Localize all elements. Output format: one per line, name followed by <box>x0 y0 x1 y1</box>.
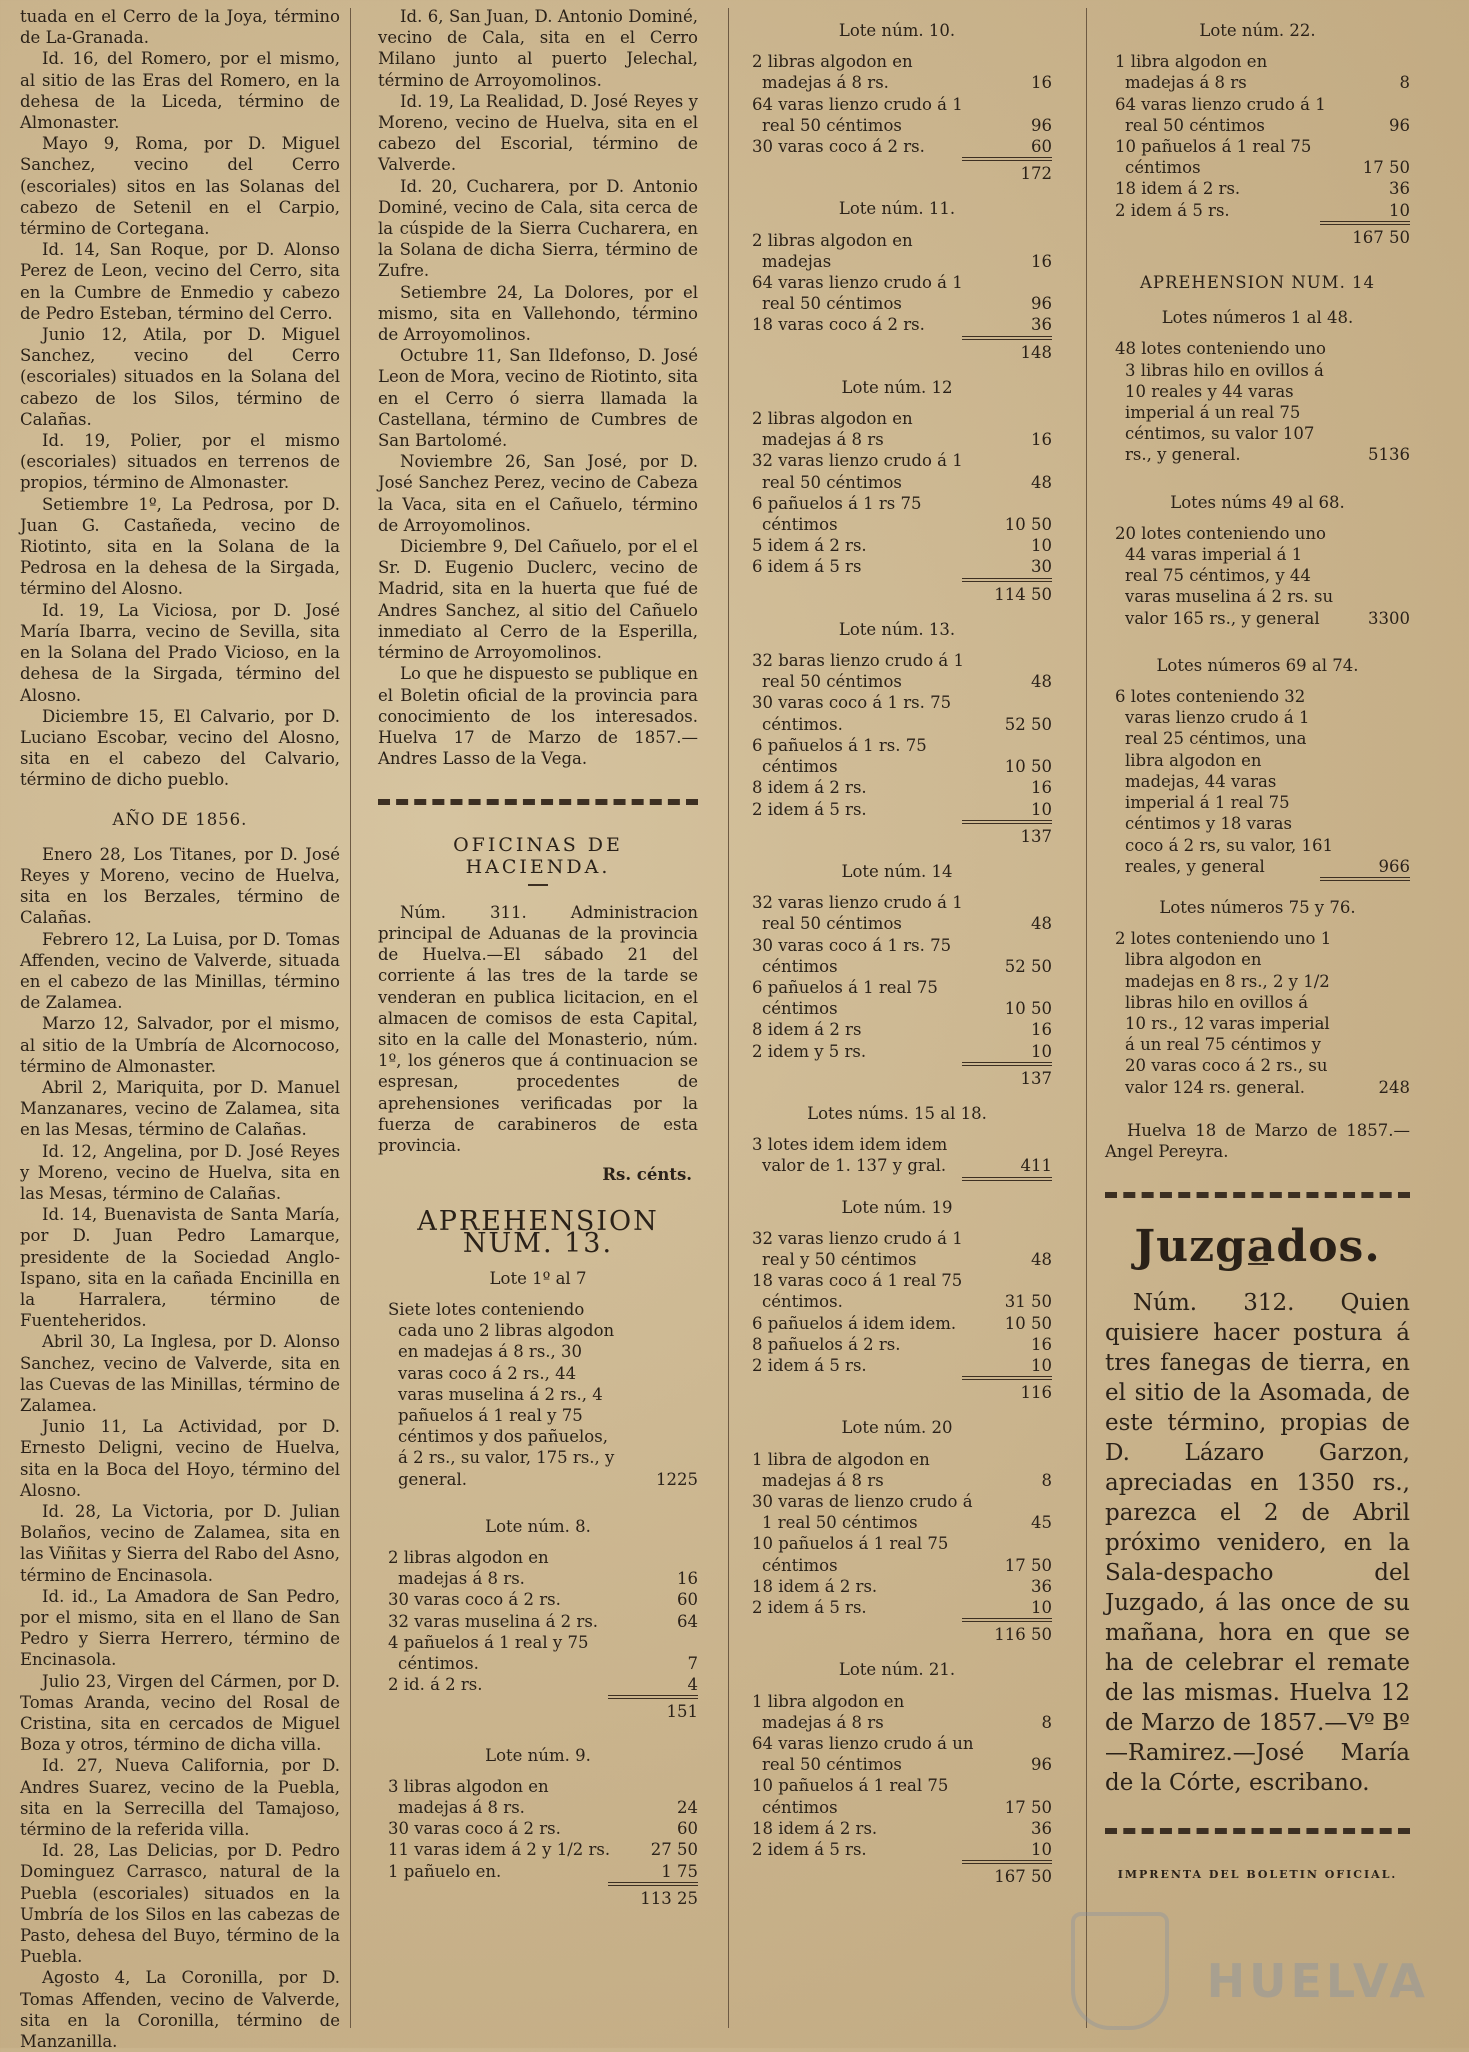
column-4 <box>1105 6 1410 2048</box>
lote-total: 137 <box>962 820 1052 847</box>
lote-block <box>742 408 1052 605</box>
entry: Id. 19, La Viciosa, por D. José María Ibarra, vecino de Sevilla, sita en la Solana del Prado Vicioso, en la dehesa de la Sirgada, término del Alosno. <box>20 600 340 705</box>
huelva-watermark: HUELVA <box>1206 1954 1429 2008</box>
entry: Abril 2, Mariquita, por D. Manuel Manzanares, vecino de Zalamea, sita en las Mesas, término de Calañas. <box>20 1077 340 1140</box>
entry: Agosto 4, La Coronilla, por D. Tomas Affenden, vecino de Valverde, sita en la Coronilla, término de Manzanilla. <box>20 1968 340 2052</box>
lote-total: 114 50 <box>962 578 1052 605</box>
lote-item <box>742 1818 1052 1839</box>
column-1 <box>20 6 340 2052</box>
lote-title: Lotes números 69 al 74. <box>1156 655 1359 675</box>
item-description: 2 idem á 5 rs. <box>752 1840 867 1860</box>
item-description: 18 idem á 2 rs. <box>752 1576 878 1596</box>
lote-total: 148 <box>962 336 1052 363</box>
lote-item <box>742 1355 1052 1376</box>
lote-item <box>378 1589 698 1610</box>
lote-item <box>742 1533 1052 1575</box>
entry: Abril 30, La Inglesa, por D. Alonso Sanchez, vecino de Valverde, sita en las Cuevas de las Minillas, término de Zalamea. <box>20 1332 340 1415</box>
entry: Id. 28, La Victoria, por D. Julian Bolaños, vecino de Zalamea, sita en las Viñitas y Sierra del Rabo del Asno, término de Encinasola. <box>20 1502 340 1585</box>
item-value: 10 50 <box>1004 999 1052 1019</box>
entry: tuada en el Cerro de la Joya, término de La-Granada. <box>20 7 340 48</box>
item-description: 3 libras algodon en madejas á 8 rs. <box>388 1776 549 1818</box>
item-description: 6 pañuelos á 1 rs 75 céntimos <box>752 493 922 535</box>
notice-312: Núm. 312. Quien quisiere hacer postura á tres fanegas de tierra, en el sitio de la Asomada, de este término, propias de D. Lázaro Garzon, apreciadas en 1350 rs., parezca el 2 de Abril próximo venidero, en la Sala-despacho del Juzgado, á las once de su mañana, hora en que se ha de celebrar el remate de las mismas. Huelva 12 de Marzo de 1857.—Vº Bº—Ramirez.—José María de la Córte, escribano. <box>1105 1290 1410 1797</box>
item-description: 6 lotes conteniendo 32 varas lienzo crudo á 1 real 25 céntimos, una libra algodon en madejas, 44 varas imperial á 1 real 75 céntimos y 18 varas coco á 2 rs, su valor, 161 reales, y general <box>1115 687 1334 876</box>
item-value: 30 <box>1031 557 1052 577</box>
item-value: 7 <box>687 1654 698 1674</box>
item-description: 18 idem á 2 rs. <box>1115 179 1241 199</box>
item-value: 10 50 <box>1004 515 1052 535</box>
lote-total: 116 <box>962 1376 1052 1403</box>
item-value: 16 <box>1031 251 1052 271</box>
item-description: 48 lotes conteniendo uno 3 libras hilo en ovillos á 10 reales y 44 varas imperial á un real 75 céntimos, su valor 107 rs., y general. <box>1115 339 1326 465</box>
lote-item <box>1105 200 1410 221</box>
item-value: 31 50 <box>1004 1292 1052 1312</box>
mining-registry-list-1856 <box>20 844 340 2052</box>
lote-item <box>742 1775 1052 1817</box>
item-value: 36 <box>1389 179 1410 199</box>
lote-item <box>378 1674 698 1695</box>
lote-item <box>742 1839 1052 1860</box>
lote-total: 167 50 <box>1320 221 1410 248</box>
entry: Id. 12, Angelina, por D. José Reyes y Moreno, vecino de Huelva, sita en las Mesas, término de Calañas. <box>20 1141 340 1203</box>
item-value: 8 <box>1041 1712 1052 1732</box>
lote-total: 172 <box>962 157 1052 184</box>
signature: Huelva 18 de Marzo de 1857.—Angel Pereyra. <box>1105 1120 1410 1161</box>
lote-title: Lote núm. 14 <box>841 861 953 881</box>
lote-item <box>1105 338 1410 465</box>
item-value: 60 <box>1031 137 1052 157</box>
item-description: 32 varas lienzo crudo á 1 real 50 céntimos <box>752 451 963 492</box>
closing-notice: Lo que he dispuesto se publique en el Boletin oficial de la provincia para conocimiento de los interesados. Huelva 17 de Marzo de 1857.—Andres Lasso de la Vega. <box>378 664 698 769</box>
item-value: 24 <box>677 1798 698 1818</box>
lote-item <box>742 535 1052 556</box>
lote-item <box>742 1576 1052 1597</box>
lote-item <box>1105 136 1410 178</box>
item-description: 30 varas coco á 1 rs. 75 céntimos <box>752 935 952 976</box>
item-description: 64 varas lienzo crudo á un real 50 céntimos <box>752 1734 974 1775</box>
item-description: 30 varas coco á 2 rs. <box>752 137 925 157</box>
item-value: 16 <box>677 1569 698 1589</box>
item-value: 36 <box>1031 315 1052 335</box>
item-value: 96 <box>1031 115 1052 135</box>
lote-title: Lotes números 75 y 76. <box>1159 897 1356 917</box>
lote-title: Lote núm. 11. <box>838 199 956 219</box>
lote-item <box>742 1270 1052 1312</box>
lote-item <box>742 272 1052 314</box>
item-value: 10 <box>1031 1355 1052 1375</box>
item-description: 30 varas de lienzo crudo á 1 real 50 céntimos <box>752 1491 973 1533</box>
lote-title: Lote núm. 19 <box>841 1197 953 1217</box>
item-value: 45 <box>1031 1513 1052 1533</box>
lotes-19-21 <box>742 1197 1052 1888</box>
entry: Marzo 12, Salvador, por el mismo, al sitio de la Umbría de Alcornocoso, término de Almonaster. <box>20 1014 340 1076</box>
lote-item <box>378 1547 698 1589</box>
item-value: 36 <box>1031 1576 1052 1596</box>
lote-item <box>742 1334 1052 1355</box>
lote-total-rule <box>962 1177 1052 1183</box>
column-divider <box>728 8 729 2028</box>
item-description: 6 idem á 5 rs <box>752 557 862 577</box>
column-divider <box>350 8 351 2028</box>
lote-22 <box>1105 51 1410 248</box>
lote-item <box>742 650 1052 692</box>
item-value: 96 <box>1389 115 1410 135</box>
lote-item <box>742 230 1052 272</box>
lote-item <box>742 799 1052 820</box>
entry: Id. 27, Nueva California, por D. Andres Suarez, vecino de la Puebla, sita en la Serrecilla del Tamajoso, término de la referida villa. <box>20 1756 340 1840</box>
item-description: 8 idem á 2 rs <box>752 1020 862 1040</box>
item-description: 2 libras algodon en madejas <box>752 230 913 271</box>
lote-item <box>742 314 1052 335</box>
entry: Noviembre 26, San José, por D. José Sanchez Perez, vecino de Cabeza la Vaca, sita en el Cañuelo, término de Arroyomolinos. <box>378 452 698 535</box>
lote-total: 167 50 <box>962 1860 1052 1887</box>
lote-item <box>742 892 1052 934</box>
item-description: 30 varas coco á 2 rs. <box>388 1590 561 1610</box>
lote-title: Lotes núms 49 al 68. <box>1170 492 1345 512</box>
item-description: 11 varas idem á 2 y 1/2 rs. <box>388 1840 611 1860</box>
item-description: 18 varas coco á 1 real 75 céntimos. <box>752 1271 963 1312</box>
lote-title: Lote 1º al 7 <box>489 1268 587 1288</box>
item-value: 3300 <box>1368 608 1410 628</box>
item-description: 30 varas coco á 2 rs. <box>388 1819 561 1839</box>
lote-title: Lote núm. 13. <box>838 619 956 639</box>
lote-title: Lote núm. 12 <box>841 377 953 397</box>
item-description: 64 varas lienzo crudo á 1 real 50 céntimos <box>752 273 963 314</box>
item-description: 2 idem y 5 rs. <box>752 1041 867 1061</box>
lote-item <box>378 1632 698 1674</box>
item-description: 2 idem á 5 rs. <box>752 1598 867 1617</box>
item-description: 2 idem á 5 rs. <box>1115 200 1230 220</box>
lote-block <box>742 1228 1052 1404</box>
entry: Diciembre 9, Del Cañuelo, por el el Sr. D. Eugenio Duclerc, vecino de Madrid, sita en la huerta que fué de Andres Sanchez, al sitio del Cañuelo inmediato al Cerro de la Esperilla, término de Arroyomolinos. <box>378 537 698 663</box>
item-value: 10 <box>1031 1041 1052 1061</box>
item-description: Siete lotes conteniendo cada uno 2 libras algodon en madejas á 8 rs., 30 varas coco á 2 rs., 44 varas muselina á 2 rs., 4 pañuelos á 1 real y 75 céntimos y dos pañuelos, á 2 rs., su valor, 175 rs., y general. <box>388 1299 615 1489</box>
lote-item <box>742 1019 1052 1040</box>
item-description: 2 idem á 5 rs. <box>752 1355 867 1375</box>
notice-311: Núm. 311. Administracion principal de Aduanas de la provincia de Huelva.—El sábado 21 del corriente á las tres de la tarde se venderan en publica licitacion, en el almacen de comisos de esta Capital, sito en la calle del Monasterio, núm. 1º, los géneros que á continuacion se espresan, procedentes de aprehensiones verificadas por la fuerza de carabineros de esta provincia. <box>378 902 698 1155</box>
item-description: 64 varas lienzo crudo á 1 real 50 céntimos <box>752 94 963 135</box>
item-description: 2 id. á 2 rs. <box>388 1675 483 1695</box>
item-value: 48 <box>1031 472 1052 492</box>
lote-item <box>742 1228 1052 1270</box>
entry: Octubre 11, San Ildefonso, D. José Leon de Mora, vecino de Riotinto, sita en el Cerro ó sierra llamada la Castellana, término de Cumbres de San Bartolomé. <box>378 346 698 451</box>
column-2 <box>378 6 698 2048</box>
lote-item <box>378 1861 698 1882</box>
item-description: 6 pañuelos á idem idem. <box>752 1313 957 1333</box>
item-description: 1 pañuelo en. <box>388 1861 502 1881</box>
imprenta-footer: IMPRENTA DEL BOLETIN OFICIAL. <box>1117 1868 1398 1882</box>
column-divider <box>1086 8 1087 2028</box>
entry: Junio 12, Atila, por D. Miguel Sanchez, vecino del Cerro (escoriales) situados en la Solana del cabezo de los Silos, término de Calañas. <box>20 325 340 429</box>
entry: Id. 14, Buenavista de Santa María, por D. Juan Pedro Lamarque, presidente de la Sociedad Anglo-Ispano, sita en la cañada Encinilla en la Harralera, término de Fuenteheridos. <box>20 1205 340 1331</box>
item-value: 10 <box>1031 799 1052 819</box>
lote-item <box>742 136 1052 157</box>
lote-title: Lote núm. 10. <box>838 21 956 40</box>
entry: Setiembre 24, La Dolores, por el mismo, sita en Vallehondo, término de Arroyomolinos. <box>378 282 698 345</box>
lote-item <box>742 51 1052 93</box>
entry: Id. 6, San Juan, D. Antonio Dominé, vecino de Cala, sita en el Cerro Milano junto al puerto Jelechal, término de Arroyomolinos. <box>378 7 698 90</box>
item-value: 52 50 <box>1004 956 1052 976</box>
item-value: 96 <box>1031 1755 1052 1775</box>
item-value: 16 <box>1031 73 1052 93</box>
section-divider <box>378 799 698 805</box>
item-description: 10 pañuelos á 1 real 75 céntimos <box>752 1776 949 1817</box>
lote-total: 113 25 <box>608 1882 698 1909</box>
lote-item <box>742 1134 1052 1176</box>
item-value: 16 <box>1031 1020 1052 1040</box>
item-description: 8 pañuelos á 2 rs. <box>752 1334 901 1354</box>
entry: Enero 28, Los Titanes, por D. José Reyes y Moreno, vecino de Huelva, sita en los Berzales, término de Calañas. <box>20 844 340 928</box>
year-heading: AÑO DE 1856. <box>112 809 248 829</box>
lote-title: Lote núm. 22. <box>1199 21 1316 40</box>
lote-item <box>742 1041 1052 1062</box>
lote-item <box>378 1611 698 1632</box>
item-description: 6 pañuelos á 1 real 75 céntimos <box>752 977 938 1019</box>
item-description: 5 idem á 2 rs. <box>752 536 867 556</box>
item-description: 32 baras lienzo crudo á 1 real 50 céntimos <box>752 651 964 692</box>
lote-item <box>742 777 1052 798</box>
item-description: 1 libra de algodon en madejas á 8 rs <box>752 1449 930 1490</box>
column-3 <box>742 6 1052 2048</box>
lote-title: Lote núm. 20 <box>841 1418 953 1438</box>
lote-item <box>742 692 1052 734</box>
lote-item <box>378 1299 698 1490</box>
item-value: 10 <box>1389 200 1410 220</box>
item-description: 30 varas coco á 1 rs. 75 céntimos. <box>752 693 952 734</box>
item-description: 3 lotes idem idem idem valor de 1. 137 y gral. <box>752 1135 948 1176</box>
lote-title: Lote núm. 8. <box>485 1516 591 1536</box>
entry: Junio 11, La Actividad, por D. Ernesto Deligni, vecino de Huelva, sita en la Boca del Hoyo, término del Alosno. <box>20 1417 340 1500</box>
lote-item <box>378 1776 698 1818</box>
item-description: 1 libra algodon en madejas á 8 rs <box>752 1691 905 1732</box>
item-value: 48 <box>1031 1249 1052 1269</box>
item-description: 2 libras algodon en madejas á 8 rs. <box>752 52 913 93</box>
lote-item <box>742 1691 1052 1733</box>
item-value: 8 <box>1399 73 1410 93</box>
section-heading-oficinas: OFICINAS DE HACIENDA. <box>453 834 623 878</box>
item-value: 60 <box>677 1590 698 1610</box>
lote-total: 137 <box>962 1062 1052 1089</box>
item-value: 5136 <box>1368 445 1410 465</box>
entry: Id. 16, del Romero, por el mismo, al sitio de las Eras del Romero, en la dehesa de la Liceda, término de Almonaster. <box>20 49 340 133</box>
lote-item <box>742 450 1052 492</box>
lote-title: Lote núm. 9. <box>485 1745 591 1765</box>
item-value: 10 50 <box>1004 757 1052 777</box>
entry: Julio 23, Virgen del Cármen, por D. Tomas Aranda, vecino del Rosal de Cristina, sita en cercados de Miguel Boza y otros, término de dicha villa. <box>20 1671 340 1755</box>
item-description: 2 libras algodon en madejas á 8 rs <box>752 409 913 450</box>
lote-item <box>742 935 1052 977</box>
item-value: 10 <box>1031 1598 1052 1617</box>
lote-item <box>1105 51 1410 93</box>
lote-block <box>742 650 1052 847</box>
lote-8 <box>378 1547 698 1723</box>
item-description: 1 libra algodon en madejas á 8 rs <box>1115 52 1268 93</box>
lote-item <box>1105 94 1410 136</box>
item-value: 36 <box>1031 1818 1052 1838</box>
lote-item <box>742 94 1052 136</box>
item-value: 10 <box>1031 536 1052 556</box>
lote-item <box>742 556 1052 577</box>
entry: Diciembre 15, El Calvario, por D. Luciano Escobar, vecino del Alosno, sita en el cabezo del Calvario, término de dicho pueblo. <box>20 706 340 790</box>
lote-title: Lotes números 1 al 48. <box>1161 308 1354 328</box>
item-description: 8 idem á 2 rs. <box>752 778 867 798</box>
item-value: 1 75 <box>661 1861 698 1881</box>
lotes-10-14 <box>742 20 1052 1089</box>
lote-item <box>378 1839 698 1860</box>
item-description: 18 varas coco á 2 rs. <box>752 315 925 335</box>
entry: Id. 19, La Realidad, D. José Reyes y Moreno, vecino de Huelva, sita en el cabezo del Escorial, término de Valverde. <box>378 91 698 175</box>
lote-item <box>1105 178 1410 199</box>
aprehension-14-heading: APREHENSION NUM. 14 <box>1139 273 1376 293</box>
item-value: 60 <box>677 1819 698 1839</box>
item-value: 48 <box>1031 914 1052 934</box>
lote-item <box>1105 523 1410 629</box>
lote-item <box>1105 686 1410 877</box>
mining-registry-list <box>20 6 340 791</box>
section-divider <box>1105 1828 1410 1834</box>
item-description: 32 varas lienzo crudo á 1 real 50 céntimos <box>752 893 963 934</box>
item-description: 18 idem á 2 rs. <box>752 1818 878 1838</box>
lote-item <box>742 1597 1052 1618</box>
item-value: 16 <box>1031 778 1052 798</box>
item-value: 248 <box>1378 1077 1410 1097</box>
entry: Id. 19, Polier, por el mismo (escoriales) situados en terrenos de propios, término de Almonaster. <box>20 431 340 493</box>
juzgados-heading: Juzgados. <box>1134 1221 1381 1273</box>
item-value: 966 <box>1378 856 1410 876</box>
lote-item <box>742 1733 1052 1775</box>
item-description: 2 lotes conteniendo uno 1 libra algodon en madejas en 8 rs., 2 y 1/2 libras hilo en ovillos á 10 rs., 12 varas imperial á un real 75 céntimos y 20 varas coco á 2 rs., su valor 124 rs. general. <box>1115 929 1332 1097</box>
lote-item <box>742 735 1052 777</box>
library-seal <box>1071 1912 1169 2030</box>
item-value: 8 <box>1041 1470 1052 1490</box>
lote-total: 116 50 <box>962 1618 1052 1645</box>
item-value: 27 50 <box>650 1840 698 1860</box>
lote-block <box>742 230 1052 363</box>
item-value: 64 <box>677 1611 698 1631</box>
item-description: 2 idem á 5 rs. <box>752 799 867 819</box>
item-description: 10 pañuelos á 1 real 75 céntimos <box>752 1534 949 1575</box>
item-description: 64 varas lienzo crudo á 1 real 50 céntimos <box>1115 94 1326 135</box>
item-description: 2 libras algodon en madejas á 8 rs. <box>388 1548 549 1589</box>
lote-total-rule <box>1320 877 1410 883</box>
item-value: 411 <box>1020 1156 1052 1176</box>
lote-block <box>742 51 1052 184</box>
lote-item <box>742 1313 1052 1334</box>
lote-item <box>742 977 1052 1019</box>
entry: Id. 20, Cucharera, por D. Antonio Dominé, vecino de Cala, sita cerca de la cúspide de la Sierra Cucharera, en la Solana de dicha Sierra, término de Zufre. <box>378 176 698 281</box>
lote-item <box>742 1491 1052 1533</box>
entry: Id. 14, San Roque, por D. Alonso Perez de Leon, vecino del Cerro, sita en la Cumbre de Enmedio y cabezo de Pedro Esteban, término del Cerro. <box>20 240 340 323</box>
entry: Mayo 9, Roma, por D. Miguel Sanchez, vecino del Cerro (escoriales) sitos en las Solanas del cabezo de Setenil en el Carpio, término de Cortegana. <box>20 134 340 239</box>
lote-item <box>742 408 1052 450</box>
lote-item <box>378 1818 698 1839</box>
lote-block <box>742 1449 1052 1646</box>
section-divider <box>1105 1192 1410 1198</box>
item-value: 96 <box>1031 294 1052 314</box>
lote-block <box>742 1691 1052 1888</box>
entry: Id. 28, Las Delicias, por D. Pedro Dominguez Carrasco, natural de la Puebla (escoriales) situados en la Umbría de los Silos en las cabezas de Pasto, dehesa del Buyo, término de la Puebla. <box>20 1841 340 1967</box>
lote-title: Lote núm. 21. <box>838 1660 956 1680</box>
item-description: 32 varas lienzo crudo á 1 real y 50 céntimos <box>752 1228 963 1269</box>
item-description: 4 pañuelos á 1 real y 75 céntimos. <box>388 1632 589 1674</box>
item-description: 32 varas muselina á 2 rs. <box>388 1611 599 1631</box>
lote-block <box>742 892 1052 1089</box>
item-value: 52 50 <box>1004 714 1052 734</box>
item-value: 1225 <box>656 1469 698 1489</box>
lote-item <box>742 493 1052 535</box>
item-value: 4 <box>687 1675 698 1695</box>
rs-cents-label: Rs. cénts. <box>602 1165 692 1185</box>
lote-9 <box>378 1776 698 1909</box>
item-value: 48 <box>1031 672 1052 692</box>
item-value: 17 50 <box>1004 1555 1052 1575</box>
item-value: 17 50 <box>1004 1797 1052 1817</box>
entry: Febrero 12, La Luisa, por D. Tomas Affenden, vecino de Valverde, situada en el cabezo de las Minillas, término de Zalamea. <box>20 929 340 1013</box>
item-value: 10 50 <box>1004 1313 1052 1333</box>
item-value: 16 <box>1031 1334 1052 1354</box>
item-description: 6 pañuelos á 1 rs. 75 céntimos <box>752 735 927 777</box>
lote-total: 151 <box>608 1695 698 1722</box>
item-value: 17 50 <box>1362 158 1410 178</box>
item-value: 10 <box>1031 1840 1052 1860</box>
heading-dash <box>528 884 548 886</box>
entry: Setiembre 1º, La Pedrosa, por D. Juan G. Castañeda, vecino de Riotinto, sita en la Solana de la Pedrosa en la dehesa de la Sirgada, término del Alosno. <box>20 494 340 599</box>
aprehension-13-heading: APREHENSION NUM. 13. <box>417 1206 659 1259</box>
item-description: 20 lotes conteniendo uno 44 varas imperial á 1 real 75 céntimos, y 44 varas muselina á 2 rs. su valor 165 rs., y general <box>1115 523 1334 628</box>
lote-item <box>742 1449 1052 1491</box>
lote-title: Lotes núms. 15 al 18. <box>807 1103 987 1123</box>
item-description: 10 pañuelos á 1 real 75 céntimos <box>1115 137 1312 178</box>
item-value: 16 <box>1031 430 1052 450</box>
lote-item <box>1105 928 1410 1098</box>
entry: Id. id., La Amadora de San Pedro, por el mismo, sita en el llano de San Pedro y Sierra Herrero, término de Encinasola. <box>20 1586 340 1670</box>
